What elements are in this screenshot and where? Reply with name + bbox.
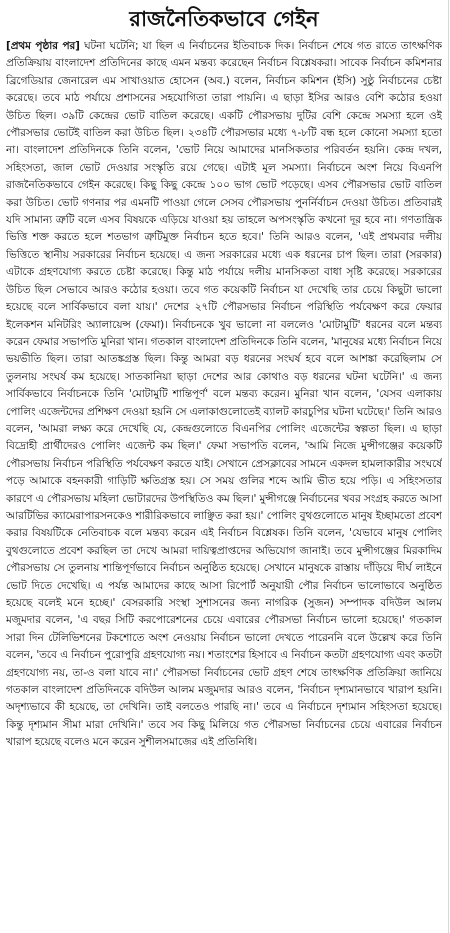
- column-divider: [448, 0, 449, 933]
- article-body: [6, 38, 442, 928]
- article-body-text: ঘটনা ঘটেনি; যা ছিল এ নির্বাচনের ইতিবাচক দিক। নির্বাচন শেষে গত রাতে তাৎক্ষণিক প্রতিক্রিয়ায় বাংলাদেশ প্রতিদিনের কাছে এমন মন্তব্য করেছেন নির্বাচন বিশ্লেষকরা। সাবেক নির্বাচন কমিশনার ব্রিগেডিয়ার জেনারেল এম সাখাওয়াত হোসেন (অব.) বলেন, নির্বাচন কমিশন (ইসি) সুষ্ঠু নির্বাচনের চেষ্টা করেছে। তবে মাঠ পর্যায়ে প্রশাসনের সহযোগিতা তারা পায়নি। এ ছাড়া ইসির আরও বেশি কঠোর হওয়া উচিত ছিল। ৩৯টি কেন্দ্রের ভোট বাতিল করেছে। একটি পৌরসভায় দুটির বেশি কেন্দ্রে সমস্যা হলে ওই পৌরসভার ভোটই বাতিল করা উচিত ছিল। ২৩৪টি পৌরসভার মধ্যে ৭-৮টি বন্ধ হলে কোনো সমস্যা হতো না। বাংলাদেশ প্রতিদিনকে তিনি বলেন, 'ভোট নিয়ে আমাদের মানসিকতার পরিবর্তন হয়নি। কেন্দ্র দখল, সহিংসতা, জাল ভোট দেওয়ার সংস্কৃতি রয়ে গেছে। এটাই মূল সমস্যা। নির্বাচনে অংশ নিয়ে বিএনপি রাজনৈতিকভাবে গেইন করেছে। কিছু কিছু কেন্দ্রে ১০০ ভাগ ভোট পড়েছে। এসব পৌরসভার ভোট বাতিল করা উচিত। ভোট গণনার পর এমনটি পাওয়া গেলে সেসব পৌরসভায় পুনর্নির্বাচন দেওয়া উচিত। প্রতিবারই যদি সামান্য ত্রুটি বলে এসব বিষয়কে এড়িয়ে যাওয়া হয় তাহলে অপসংস্কৃতি কখনো দূর হবে না। গণতান্ত্রিক ভিত্তি শক্ত করতে হলে শতভাগ ত্রুটিমুক্ত নির্বাচন হতে হবে।' তিনি আরও বলেন, 'এই প্রথমবার দলীয় ভিত্তিতে স্থানীয় সরকারের নির্বাচন হয়েছে। এ জন্য সরকারের মধ্যে এক ধরনের চাপ ছিল। তারা (সরকার) এটাকে গ্রহণযোগ্য করতে চেষ্টা করেছে। কিন্তু মাঠ পর্যায়ে দলীয় মানসিকতা বাধা সৃষ্টি করেছে। সরকারের উচিত ছিল সেভাবে আরও কঠোর হওয়া। তবে গত কয়েকটি নির্বাচন যা দেখেছি তার চেয়ে কিছুটা ভালো হয়েছে বলে সার্বিকভাবে বলা যায়।' দেশের ২৭টি পৌরসভার নির্বাচন পরিস্থিতি পর্যবেক্ষণ করে ফেয়ার ইলেকশন মনিটরিং অ্যালায়েন্স (ফেমা)। নির্বাচনকে খুব ভালো না বললেও 'মোটামুটি' ধরনের বলে মন্তব্য করেন ফেমার সভাপতি মুনিরা খান। গতকাল বাংলাদেশ প্রতিদিনকে তিনি বলেন, 'মানুষের মধ্যে নির্বাচন নিয়ে ভয়ভীতি ছিল। তারা আতঙ্কগ্রস্ত ছিল। কিন্তু আমরা বড় ধরনের সংঘর্ষ হবে বলে আশঙ্কা করেছিলাম সে তুলনায় সংঘর্ষ কম হয়েছে। সাতকানিয়া ছাড়া দেশের আর কোথাও বড় ধরনের ঘটনা ঘটেনি।' এ জন্য সার্বিকভাবে নির্বাচনকে তিনি 'মোটামুটি শান্তিপূর্ণ' বলে মন্তব্য করেন। মুনিরা খান বলেন, 'যেসব এলাকায় পোলিং এজেন্টদের প্রশিক্ষণ দেওয়া হয়নি সে এলাকাগুলোতেই ব্যালট কারচুপির ঘটনা ঘটেছে।' তিনি আরও বলেন, 'আমরা লক্ষ্য করে দেখেছি যে, কেন্দ্রগুলোতে বিএনপির পোলিং এজেন্টের স্বল্পতা ছিল। এ ছাড়া বিদ্রোহী প্রার্থীদেরও পোলিং এজেন্ট কম ছিল।' ফেমা সভাপতি বলেন, 'আমি নিজে মুন্সীগঞ্জের কয়েকটি পৌরসভায় নির্বাচন পরিস্থিতি পর্যবেক্ষণ করতে যাই। সেখানে প্রেসক্লাবের সামনে একদল হামলাকারীর সংঘর্ষে পড়ে আমাকে বহনকারী গাড়িটি ক্ষতিগ্রস্ত হয়। সে সময় গুলির শব্দে আমি ভীত হয়ে পড়ি। এ সহিংসতার কারণে এ পৌরসভায় মহিলা ভোটারদের উপস্থিতিও কম ছিল।' মুন্সীগঞ্জে নির্বাচনের খবর সংগ্রহ করতে আসা আরটিভির ক্যামেরাপারসনকেও শারীরিকভাবে লাঞ্ছিত করা হয়।' পোলিং বুথগুলোতে মানুষ ইচ্ছামতো প্রবেশ করার বিষয়টিকে নেতিবাচক বলে মন্তব্য করেন এই নির্বাচন বিশ্লেষক। তিনি বলেন, 'যেভাবে মানুষ পোলিং বুথগুলোতে প্রবেশ করছিল তা দেখে আমরা দায়িত্বপ্রাপ্তদের অভিযোগ জানাই। তবে মুন্সীগঞ্জের মিরকাদিম পৌরসভায় সে তুলনায় শান্তিপূর্ণভাবে নির্বাচন অনুষ্ঠিত হয়েছে। সেখানে মানুষকে রাস্তায় দাঁড়িয়ে দীর্ঘ লাইনে ভোট দিতে দেখেছি। এ পর্যন্ত আমাদের কাছে আসা রিপোর্ট অনুযায়ী পৌর নির্বাচন ভালোভাবে অনুষ্ঠিত হয়েছে বলেই মনে হচ্ছে।' বেসরকারি সংস্থা সুশাসনের জন্য নাগরিক (সুজন) সম্পাদক বদিউল আলম মজুমদার বলেন, 'এ বছর সিটি করপোরেশনের চেয়ে এবারের পৌরসভা নির্বাচন ভালো হয়েছে।' গতকাল সারা দিন টেলিভিশনের টকশোতে অংশ নেওয়ায় নির্বাচন ভালো দেখতে পারেননি বলে উল্লেখ করে তিনি বলেন, 'তবে এ নির্বাচন পুরোপুরি গ্রহণযোগ্য নয়। শতাংশের হিসাবে এ নির্বাচন কতটা গ্রহণযোগ্য এবং কতটা গ্রহণযোগ্য নয়, তা-ও বলা যাবে না।' পৌরসভা নির্বাচনের ভোট গ্রহণ শেষে তাৎক্ষণিক প্রতিক্রিয়া জানিয়ে গতকাল বাংলাদেশ প্রতিদিনকে বদিউল আলম মজুমদার আরও বলেন, 'নির্বাচন দৃশ্যমানভাবে খারাপ হয়নি। অদৃশ্যভাবে কী হয়েছে, তা দেখিনি। তাই বলতেও পারছি না।' তবে এ নির্বাচনে দৃশ্যমান সহিংসতা হয়েছে। কিন্তু দৃশ্যমান সীমা মারা দেখিনি।' তবে সব কিছু মিলিয়ে গত পৌরসভা নির্বাচনের চেয়ে এবারের নির্বাচন খারাপ হয়েছে বলেও মনে করেন সুশীলসমাজের এই প্রতিনিধি।: [6, 40, 442, 749]
- continued-from-front-page-label: [প্রথম পৃষ্ঠার পর]: [6, 40, 80, 52]
- article-headline: রাজনৈতিকভাবে গেইন: [129, 7, 319, 31]
